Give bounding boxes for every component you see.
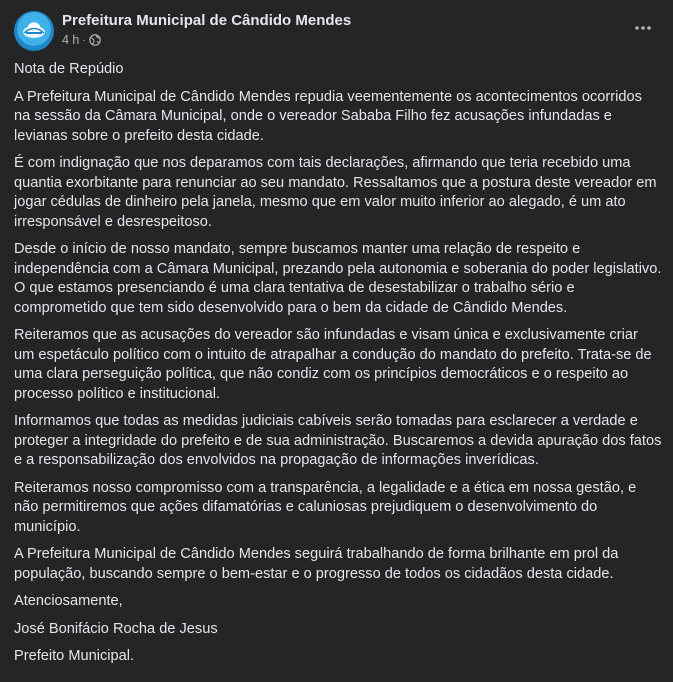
globe-icon[interactable] (89, 34, 101, 46)
signatory-name: José Bonifácio Rocha de Jesus (14, 620, 218, 637)
post-paragraph: Reiteramos que as acusações do vereador são infundadas e visam única e exclusivamente criar um espetáculo político com o intuito de atrapalhar a condução do mandato do prefeito. Trata-se de uma clara perseguição política, que não condiz com os princípios democráticos e o respeito ao processo político e institucional. (14, 327, 652, 402)
closing-line: Atenciosamente, (14, 593, 123, 609)
page-name-link[interactable]: Prefeitura Municipal de Cândido Mendes (62, 12, 352, 29)
signatory-title: Prefeito Municipal. (14, 648, 135, 664)
page-logo-icon (14, 11, 54, 51)
meta-separator: · (82, 34, 86, 46)
post-paragraph: A Prefeitura Municipal de Cândido Mendes seguirá trabalhando de forma brilhante em prol da população, buscando sempre o bem-estar e o progresso de todos os cidadãos desta cidade. (14, 546, 619, 582)
more-options-icon (634, 25, 652, 31)
more-options-button[interactable] (627, 14, 659, 42)
page-avatar[interactable] (14, 11, 54, 51)
post-header (14, 10, 659, 54)
post-meta (62, 33, 101, 47)
post-body (14, 60, 662, 675)
post-paragraph: Desde o início de nosso mandato, sempre buscamos manter uma relação de respeito e independência com a Câmara Municipal, prezando pela autonomia e soberania do poder legislativo. O que estamos presenciando é uma clara tentativa de desestabilizar o trabalho sério e comprometido que tem sido desenvolvido para o bem da cidade de Cândido Mendes. (14, 241, 662, 316)
post-paragraph: Reiteramos nosso compromisso com a transparência, a legalidade e a ética em nossa gestão, e não permitiremos que ações difamatórias e caluniosas prejudiquem o desenvolvimento do município. (14, 479, 637, 535)
post-paragraph: Informamos que todas as medidas judiciais cabíveis serão tomadas para esclarecer a verdade e proteger a integridade do prefeito e de sua administração. Buscaremos a devida apuração dos fatos e a responsabilização dos envolvidos na propagação de informações inverídicas. (14, 413, 662, 468)
post-paragraph: É com indignação que nos deparamos com tais declarações, afirmando que teria recebido uma quantia exorbitante para renunciar ao seu mandato. Ressaltamos que a postura deste vereador em jogar cédulas de dinheiro pela janela, mesmo que em valor muito inferior ao alegado, é um ato irresponsável e desrespeitoso. (14, 155, 657, 230)
post-time[interactable]: 4 h (62, 33, 80, 47)
post-title: Nota de Repúdio (14, 61, 124, 77)
post-paragraph: A Prefeitura Municipal de Cândido Mendes repudia veementemente os acontecimentos ocorridos na sessão da Câmara Municipal, onde o vereador Sababa Filho fez acusações infundadas e levianas sobre o prefeito desta cidade. (14, 88, 642, 144)
